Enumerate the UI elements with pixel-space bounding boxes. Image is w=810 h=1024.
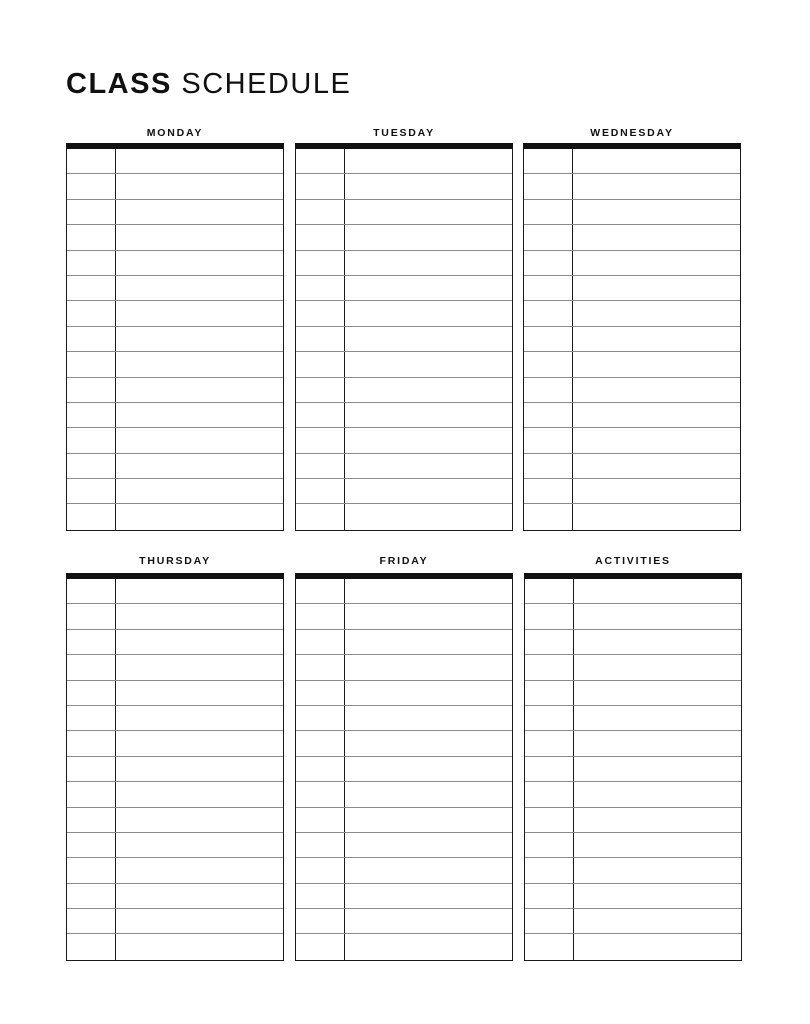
time-cell[interactable] xyxy=(296,403,345,427)
class-cell[interactable] xyxy=(345,604,512,628)
time-cell[interactable] xyxy=(525,731,574,755)
time-cell[interactable] xyxy=(525,884,574,908)
class-cell[interactable] xyxy=(573,352,740,376)
class-cell[interactable] xyxy=(573,174,740,198)
schedule-row xyxy=(524,149,740,174)
schedule-row xyxy=(525,833,741,858)
class-cell[interactable] xyxy=(345,909,512,933)
time-cell[interactable] xyxy=(296,479,345,503)
time-cell[interactable] xyxy=(67,276,116,300)
class-cell[interactable] xyxy=(573,200,740,224)
class-cell[interactable] xyxy=(116,757,283,781)
time-cell[interactable] xyxy=(524,149,573,173)
class-cell[interactable] xyxy=(345,655,512,679)
time-cell[interactable] xyxy=(525,604,574,628)
class-cell[interactable] xyxy=(116,276,283,300)
class-cell[interactable] xyxy=(345,403,512,427)
class-cell[interactable] xyxy=(116,251,283,275)
class-cell[interactable] xyxy=(116,352,283,376)
schedule-row xyxy=(67,655,283,680)
class-cell[interactable] xyxy=(574,579,741,603)
schedule-row xyxy=(67,352,283,377)
time-cell[interactable] xyxy=(67,731,116,755)
class-cell[interactable] xyxy=(345,327,512,351)
time-cell[interactable] xyxy=(296,782,345,806)
class-cell[interactable] xyxy=(116,681,283,705)
class-cell[interactable] xyxy=(345,757,512,781)
class-cell[interactable] xyxy=(574,604,741,628)
class-cell[interactable] xyxy=(573,251,740,275)
time-cell[interactable] xyxy=(67,352,116,376)
class-cell[interactable] xyxy=(574,706,741,730)
time-cell[interactable] xyxy=(67,681,116,705)
class-cell[interactable] xyxy=(345,428,512,452)
class-cell[interactable] xyxy=(345,352,512,376)
class-cell[interactable] xyxy=(116,731,283,755)
schedule-row xyxy=(296,909,512,934)
schedule-row xyxy=(67,504,283,529)
time-cell[interactable] xyxy=(296,251,345,275)
schedule-row xyxy=(525,630,741,655)
time-cell[interactable] xyxy=(296,352,345,376)
class-cell[interactable] xyxy=(345,378,512,402)
time-cell[interactable] xyxy=(296,655,345,679)
time-cell[interactable] xyxy=(67,757,116,781)
time-cell[interactable] xyxy=(525,579,574,603)
class-cell[interactable] xyxy=(116,479,283,503)
class-cell[interactable] xyxy=(116,630,283,654)
time-cell[interactable] xyxy=(296,225,345,249)
class-cell[interactable] xyxy=(345,884,512,908)
schedule-row xyxy=(524,428,740,453)
schedule-row xyxy=(67,757,283,782)
block-heading-friday: FRIDAY xyxy=(379,555,429,567)
schedule-row xyxy=(525,782,741,807)
schedule-row xyxy=(524,174,740,199)
schedule-table-activities xyxy=(524,573,742,961)
schedule-row xyxy=(524,504,740,529)
class-cell[interactable] xyxy=(116,833,283,857)
class-cell[interactable] xyxy=(345,251,512,275)
time-cell[interactable] xyxy=(525,655,574,679)
class-cell[interactable] xyxy=(573,225,740,249)
class-cell[interactable] xyxy=(345,225,512,249)
time-cell[interactable] xyxy=(524,276,573,300)
schedule-row xyxy=(524,225,740,250)
time-cell[interactable] xyxy=(296,909,345,933)
schedule-row xyxy=(524,479,740,504)
time-cell[interactable] xyxy=(67,149,116,173)
block-heading-activities: ACTIVITIES xyxy=(595,555,671,567)
time-cell[interactable] xyxy=(67,782,116,806)
schedule-table-thursday xyxy=(66,573,284,961)
schedule-row xyxy=(67,909,283,934)
class-cell[interactable] xyxy=(345,579,512,603)
time-cell[interactable] xyxy=(296,604,345,628)
schedule-row xyxy=(296,454,512,479)
class-cell[interactable] xyxy=(116,327,283,351)
schedule-row xyxy=(67,174,283,199)
schedule-row xyxy=(67,808,283,833)
schedule-row xyxy=(296,149,512,174)
time-cell[interactable] xyxy=(67,454,116,478)
class-cell[interactable] xyxy=(573,301,740,325)
schedule-row xyxy=(67,858,283,883)
schedule-table-friday xyxy=(295,573,513,961)
schedule-row xyxy=(296,858,512,883)
class-cell[interactable] xyxy=(345,681,512,705)
class-cell[interactable] xyxy=(345,454,512,478)
class-cell[interactable] xyxy=(345,731,512,755)
class-cell[interactable] xyxy=(573,378,740,402)
time-cell[interactable] xyxy=(296,301,345,325)
schedule-row xyxy=(67,301,283,326)
schedule-row xyxy=(67,706,283,731)
class-cell[interactable] xyxy=(116,504,283,529)
schedule-row xyxy=(524,403,740,428)
schedule-row xyxy=(296,251,512,276)
time-cell[interactable] xyxy=(67,251,116,275)
class-cell[interactable] xyxy=(345,200,512,224)
class-cell[interactable] xyxy=(345,479,512,503)
time-cell[interactable] xyxy=(296,378,345,402)
schedule-table-tuesday xyxy=(295,143,513,531)
time-cell[interactable] xyxy=(296,630,345,654)
class-cell[interactable] xyxy=(116,428,283,452)
schedule-row xyxy=(67,276,283,301)
schedule-row xyxy=(67,934,283,959)
time-cell[interactable] xyxy=(67,706,116,730)
schedule-row xyxy=(296,833,512,858)
schedule-row xyxy=(525,884,741,909)
time-cell[interactable] xyxy=(524,225,573,249)
page-title-light: SCHEDULE xyxy=(181,68,352,100)
time-cell[interactable] xyxy=(525,934,574,959)
time-cell[interactable] xyxy=(524,378,573,402)
schedule-row xyxy=(524,454,740,479)
time-cell[interactable] xyxy=(525,757,574,781)
schedule-row xyxy=(67,579,283,604)
schedule-row xyxy=(67,327,283,352)
time-cell[interactable] xyxy=(67,604,116,628)
time-cell[interactable] xyxy=(524,454,573,478)
schedule-row xyxy=(67,731,283,756)
time-cell[interactable] xyxy=(525,808,574,832)
time-cell[interactable] xyxy=(524,428,573,452)
schedule-row xyxy=(525,858,741,883)
class-cell[interactable] xyxy=(116,378,283,402)
class-cell[interactable] xyxy=(574,757,741,781)
schedule-row xyxy=(67,782,283,807)
schedule-row xyxy=(296,579,512,604)
schedule-row xyxy=(296,630,512,655)
class-cell[interactable] xyxy=(116,149,283,173)
time-cell[interactable] xyxy=(296,706,345,730)
schedule-row xyxy=(67,428,283,453)
class-cell[interactable] xyxy=(345,833,512,857)
schedule-row xyxy=(296,276,512,301)
time-cell[interactable] xyxy=(67,934,116,959)
time-cell[interactable] xyxy=(296,884,345,908)
class-cell[interactable] xyxy=(573,403,740,427)
time-cell[interactable] xyxy=(67,504,116,529)
schedule-row xyxy=(296,681,512,706)
time-cell[interactable] xyxy=(524,200,573,224)
time-cell[interactable] xyxy=(296,757,345,781)
schedule-row xyxy=(524,251,740,276)
time-cell[interactable] xyxy=(296,504,345,529)
schedule-row xyxy=(524,352,740,377)
schedule-row xyxy=(525,731,741,756)
time-cell[interactable] xyxy=(524,301,573,325)
schedule-row xyxy=(525,681,741,706)
class-cell[interactable] xyxy=(116,934,283,959)
block-heading-thursday: THURSDAY xyxy=(139,555,211,567)
class-cell[interactable] xyxy=(116,174,283,198)
schedule-row xyxy=(296,504,512,529)
schedule-row xyxy=(296,782,512,807)
schedule-row xyxy=(67,225,283,250)
class-cell[interactable] xyxy=(116,782,283,806)
time-cell[interactable] xyxy=(296,327,345,351)
class-cell[interactable] xyxy=(574,858,741,882)
schedule-row xyxy=(296,174,512,199)
class-cell[interactable] xyxy=(574,681,741,705)
time-cell[interactable] xyxy=(67,808,116,832)
time-cell[interactable] xyxy=(525,630,574,654)
class-cell[interactable] xyxy=(116,403,283,427)
class-cell[interactable] xyxy=(345,174,512,198)
time-cell[interactable] xyxy=(296,858,345,882)
class-cell[interactable] xyxy=(345,706,512,730)
schedule-row xyxy=(296,200,512,225)
time-cell[interactable] xyxy=(296,833,345,857)
schedule-row xyxy=(296,479,512,504)
class-cell[interactable] xyxy=(116,301,283,325)
page-title-bold: CLASS xyxy=(66,68,172,100)
schedule-row xyxy=(67,604,283,629)
class-cell[interactable] xyxy=(345,149,512,173)
class-cell[interactable] xyxy=(574,884,741,908)
schedule-row xyxy=(525,934,741,959)
class-cell[interactable] xyxy=(574,630,741,654)
class-cell[interactable] xyxy=(345,934,512,959)
schedule-row xyxy=(525,706,741,731)
schedule-row xyxy=(67,884,283,909)
time-cell[interactable] xyxy=(67,327,116,351)
schedule-row xyxy=(296,225,512,250)
schedule-row xyxy=(296,403,512,428)
schedule-row xyxy=(67,403,283,428)
time-cell[interactable] xyxy=(67,301,116,325)
class-cell[interactable] xyxy=(574,934,741,959)
time-cell[interactable] xyxy=(524,403,573,427)
schedule-row xyxy=(67,833,283,858)
time-cell[interactable] xyxy=(524,327,573,351)
schedule-table-monday xyxy=(66,143,284,531)
time-cell[interactable] xyxy=(296,808,345,832)
page-title xyxy=(66,70,351,99)
class-cell[interactable] xyxy=(116,200,283,224)
schedule-row xyxy=(296,934,512,959)
time-cell[interactable] xyxy=(296,149,345,173)
class-cell[interactable] xyxy=(574,731,741,755)
time-cell[interactable] xyxy=(67,428,116,452)
class-cell[interactable] xyxy=(573,428,740,452)
class-cell[interactable] xyxy=(345,808,512,832)
class-cell[interactable] xyxy=(345,301,512,325)
block-heading-tuesday: TUESDAY xyxy=(373,127,435,139)
time-cell[interactable] xyxy=(525,858,574,882)
schedule-row xyxy=(296,884,512,909)
schedule-row xyxy=(296,604,512,629)
time-cell[interactable] xyxy=(67,655,116,679)
schedule-row xyxy=(67,454,283,479)
schedule-row xyxy=(525,808,741,833)
class-cell[interactable] xyxy=(573,327,740,351)
time-cell[interactable] xyxy=(67,479,116,503)
class-cell[interactable] xyxy=(345,858,512,882)
schedule-row xyxy=(525,604,741,629)
schedule-row xyxy=(525,579,741,604)
class-cell[interactable] xyxy=(345,504,512,529)
schedule-row xyxy=(296,757,512,782)
class-cell[interactable] xyxy=(116,604,283,628)
class-cell[interactable] xyxy=(573,504,740,529)
schedule-row xyxy=(524,200,740,225)
time-cell[interactable] xyxy=(296,200,345,224)
time-cell[interactable] xyxy=(525,706,574,730)
schedule-row xyxy=(525,655,741,680)
class-cell[interactable] xyxy=(116,858,283,882)
schedule-row xyxy=(525,757,741,782)
schedule-row xyxy=(296,301,512,326)
schedule-row xyxy=(296,428,512,453)
time-cell[interactable] xyxy=(67,174,116,198)
schedule-row xyxy=(67,479,283,504)
schedule-row xyxy=(67,630,283,655)
time-cell[interactable] xyxy=(67,909,116,933)
class-cell[interactable] xyxy=(573,454,740,478)
time-cell[interactable] xyxy=(296,681,345,705)
time-cell[interactable] xyxy=(67,833,116,857)
schedule-row xyxy=(524,301,740,326)
schedule-row xyxy=(296,731,512,756)
schedule-row xyxy=(296,378,512,403)
class-cell[interactable] xyxy=(573,479,740,503)
time-cell[interactable] xyxy=(296,731,345,755)
schedule-row xyxy=(296,352,512,377)
schedule-row xyxy=(67,378,283,403)
class-cell[interactable] xyxy=(573,276,740,300)
class-cell[interactable] xyxy=(116,884,283,908)
class-cell[interactable] xyxy=(116,808,283,832)
time-cell[interactable] xyxy=(524,352,573,376)
time-cell[interactable] xyxy=(525,909,574,933)
schedule-row xyxy=(296,706,512,731)
time-cell[interactable] xyxy=(525,833,574,857)
class-cell[interactable] xyxy=(116,454,283,478)
class-cell[interactable] xyxy=(573,149,740,173)
time-cell[interactable] xyxy=(67,858,116,882)
block-heading-monday: MONDAY xyxy=(146,127,204,139)
time-cell[interactable] xyxy=(67,200,116,224)
time-cell[interactable] xyxy=(525,681,574,705)
schedule-table-wednesday xyxy=(523,143,741,531)
schedule-row xyxy=(296,655,512,680)
schedule-row xyxy=(524,378,740,403)
time-cell[interactable] xyxy=(296,174,345,198)
schedule-row xyxy=(296,808,512,833)
class-cell[interactable] xyxy=(574,655,741,679)
schedule-row xyxy=(296,327,512,352)
time-cell[interactable] xyxy=(524,251,573,275)
time-cell[interactable] xyxy=(67,225,116,249)
class-cell[interactable] xyxy=(116,909,283,933)
schedule-row xyxy=(525,909,741,934)
time-cell[interactable] xyxy=(296,934,345,959)
time-cell[interactable] xyxy=(67,579,116,603)
time-cell[interactable] xyxy=(67,884,116,908)
schedule-row xyxy=(67,681,283,706)
class-cell[interactable] xyxy=(345,276,512,300)
time-cell[interactable] xyxy=(296,454,345,478)
schedule-row xyxy=(67,200,283,225)
time-cell[interactable] xyxy=(524,504,573,529)
schedule-row xyxy=(524,327,740,352)
time-cell[interactable] xyxy=(296,428,345,452)
block-heading-wednesday: WEDNESDAY xyxy=(590,127,674,139)
schedule-row xyxy=(67,251,283,276)
class-cell[interactable] xyxy=(116,655,283,679)
class-cell[interactable] xyxy=(345,630,512,654)
time-cell[interactable] xyxy=(296,276,345,300)
time-cell[interactable] xyxy=(296,579,345,603)
class-cell[interactable] xyxy=(574,808,741,832)
class-cell[interactable] xyxy=(574,909,741,933)
class-cell[interactable] xyxy=(574,833,741,857)
time-cell[interactable] xyxy=(524,479,573,503)
time-cell[interactable] xyxy=(524,174,573,198)
time-cell[interactable] xyxy=(67,630,116,654)
class-cell[interactable] xyxy=(116,225,283,249)
time-cell[interactable] xyxy=(525,782,574,806)
schedule-row xyxy=(524,276,740,301)
time-cell[interactable] xyxy=(67,378,116,402)
time-cell[interactable] xyxy=(67,403,116,427)
class-cell[interactable] xyxy=(574,782,741,806)
schedule-row xyxy=(67,149,283,174)
class-cell[interactable] xyxy=(116,579,283,603)
class-cell[interactable] xyxy=(345,782,512,806)
class-cell[interactable] xyxy=(116,706,283,730)
